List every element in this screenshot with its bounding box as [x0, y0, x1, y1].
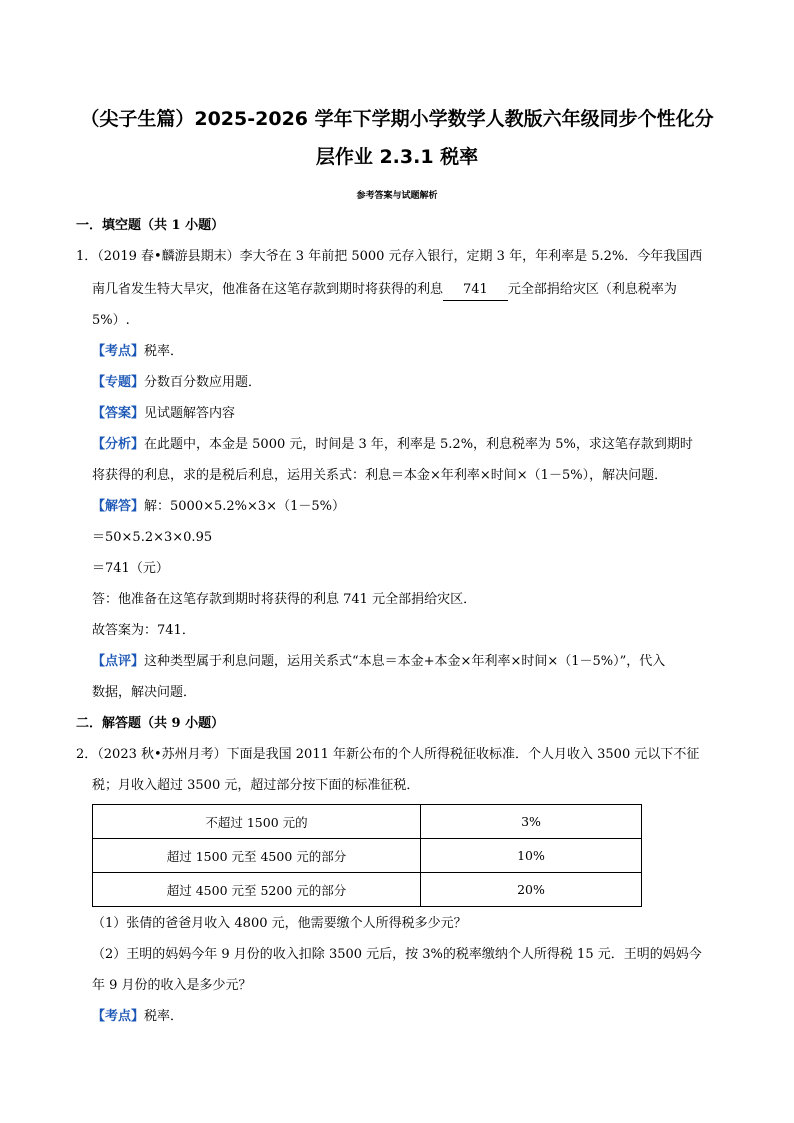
fenxi-tag: 【分析】	[92, 437, 145, 452]
table-row	[93, 805, 642, 839]
q1-line-1: 1．（2019 春•麟游县期末）李大爷在 3 年前把 5000 元存入银行，定期 3 年，年利率是 5.2%．今年我国西	[76, 249, 703, 264]
q1-daan	[92, 404, 235, 424]
table-row	[93, 873, 642, 907]
jieda-text-1: 解：5000×5.2%×3×（1－5%）	[144, 499, 345, 514]
q2-sub-2-line-2: 年 9 月份的收入是多少元？	[92, 978, 252, 993]
dianping-tag: 【点评】	[92, 654, 145, 669]
q1-jieda-3: ＝741（元）	[92, 561, 169, 576]
q1-answer-blank: 741	[443, 280, 508, 301]
table-cell-rate: 10%	[421, 839, 642, 873]
zhuanti-text: 分数百分数应用题．	[144, 375, 262, 390]
q2-sub-2-line-1: （2）王明的妈妈今年 9 月份的收入扣除 3500 元后，按 3%的税率缴纳个人所得税 15 元．王明的妈妈今	[92, 947, 702, 962]
daan-tag: 【答案】	[92, 406, 145, 421]
q1-line-2-before: 南几省发生特大旱灾，他准备在这笔存款到期时将获得的利息	[92, 282, 444, 297]
q1-kaodian	[92, 342, 183, 362]
section-1-heading: 一．填空题（共 1 小题）	[76, 218, 225, 233]
daan-text: 见试题解答内容	[144, 406, 236, 421]
q1-line-2	[92, 280, 677, 301]
q2-line-2: 税；月收入超过 3500 元，超过部分按下面的标准征税．	[92, 778, 420, 793]
table-row	[93, 839, 642, 873]
q2-line-1: 2．（2023 秋•苏州月考）下面是我国 2011 年新公布的个人所得税征收标准．个人月收入 3500 元以下不征	[76, 747, 700, 762]
dianping-text-1: 这种类型属于利息问题，运用关系式“本息＝本金+本金×年利率×时间×（1－5%）”，代入	[144, 654, 666, 669]
q1-jieda	[92, 497, 345, 517]
document-title	[60, 100, 734, 176]
q2-kaodian	[92, 1007, 183, 1027]
table-cell-range: 不超过 1500 元的	[93, 805, 421, 839]
q2-sub-1: （1）张倩的爸爸月收入 4800 元，他需要缴个人所得税多少元？	[92, 916, 467, 931]
title-line-1: （尖子生篇）2025-2026 学年下学期小学数学人教版六年级同步个性化分	[80, 108, 714, 130]
kaodian-tag: 【考点】	[92, 344, 145, 359]
q1-jieda-5: 故答案为：741．	[92, 623, 195, 638]
fenxi-text-1: 在此题中，本金是 5000 元，时间是 3 年，利率是 5.2%，利息税率为 5%，求这笔存款到期时	[144, 437, 693, 452]
q1-dianping	[92, 652, 665, 672]
table-cell-rate: 3%	[421, 805, 642, 839]
kaodian-text: 税率．	[144, 1009, 184, 1024]
q1-dianping-2: 数据，解决问题．	[92, 685, 197, 700]
q1-line-3: 5%）.	[92, 313, 130, 328]
tax-rate-table	[92, 804, 642, 907]
document-subtitle: 参考答案与试题解析	[356, 191, 438, 201]
table-cell-rate: 20%	[421, 873, 642, 907]
q1-jieda-4: 答：他准备在这笔存款到期时将获得的利息 741 元全部捐给灾区．	[92, 592, 477, 607]
q1-jieda-2: ＝50×5.2×3×0.95	[92, 530, 213, 545]
table-cell-range: 超过 4500 元至 5200 元的部分	[93, 873, 421, 907]
title-line-2: 层作业 2.3.1 税率	[315, 146, 479, 168]
zhuanti-tag: 【专题】	[92, 375, 145, 390]
q1-line-2-after: 元全部捐给灾区（利息税率为	[507, 282, 677, 297]
jieda-tag: 【解答】	[92, 499, 145, 514]
kaodian-tag: 【考点】	[92, 1009, 145, 1024]
kaodian-text: 税率．	[144, 344, 184, 359]
q1-fenxi-2: 将获得的利息，求的是税后利息，运用关系式：利息＝本金×年利率×时间×（1－5%），解决问题．	[92, 468, 668, 483]
q1-zhuanti	[92, 373, 261, 393]
table-cell-range: 超过 1500 元至 4500 元的部分	[93, 839, 421, 873]
q1-fenxi	[92, 435, 693, 455]
section-2-heading: 二．解答题（共 9 小题）	[76, 716, 225, 731]
